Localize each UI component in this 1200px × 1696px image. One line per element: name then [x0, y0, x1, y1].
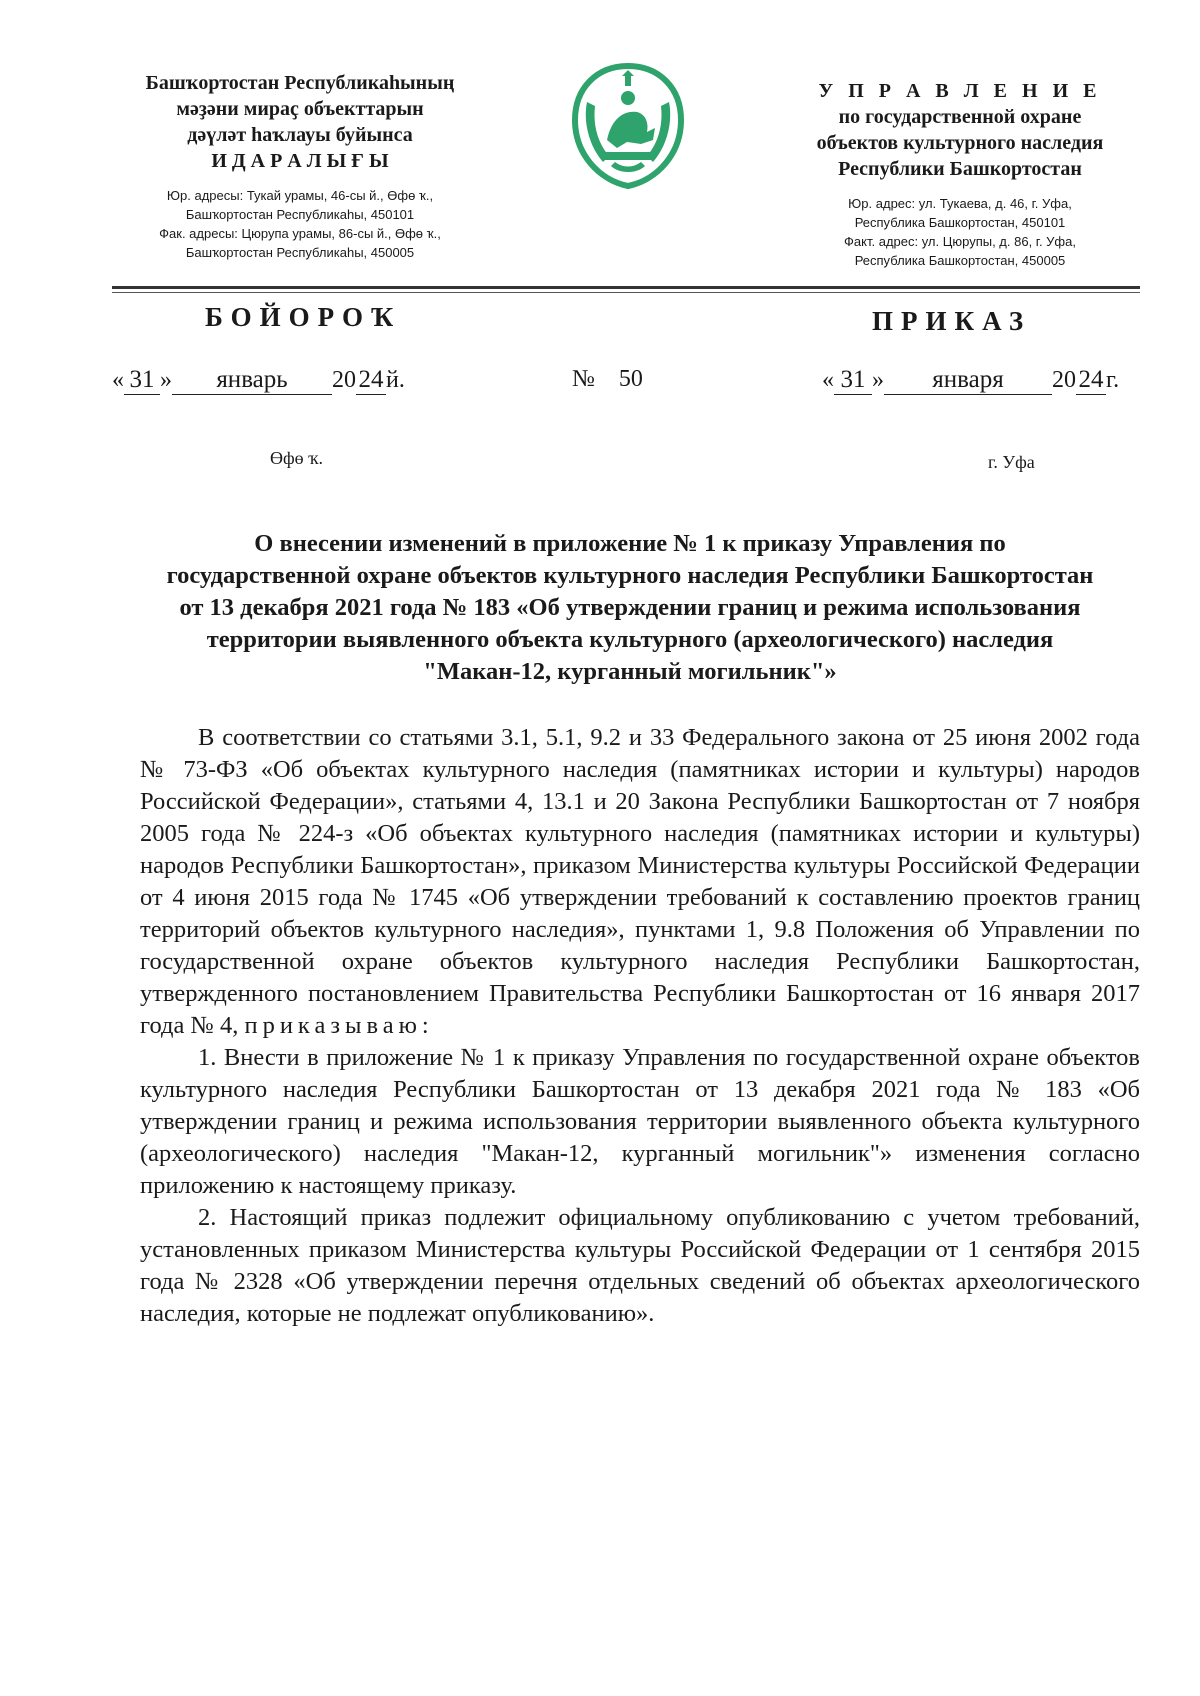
- doc-type-left: БОЙОРОҠ: [205, 302, 402, 332]
- preamble-paragraph: [140, 722, 1140, 1042]
- date-day: 31: [124, 366, 160, 395]
- date-year-suffix: 24: [1076, 366, 1106, 395]
- header-divider-thick: [112, 286, 1140, 289]
- address-line: Башҡортостан Республикаһы, 450005: [185, 245, 415, 260]
- address-line: Республика Башкортостан, 450005: [854, 253, 1066, 268]
- date-month: январь: [172, 366, 332, 395]
- date-year-mark: г.: [1106, 367, 1120, 393]
- org-name-line: И Д А Р А Л Ы Ғ Ы: [211, 150, 389, 172]
- address-block: [770, 194, 1150, 270]
- org-name-line: дәүләт һаҡлауы буйынса: [187, 124, 413, 146]
- org-name-line: У П Р А В Л Е Н И Е: [818, 80, 1102, 102]
- address-line: Юр. адресы: Тукай урамы, 46-сы й., Өфө ҡ.,: [166, 188, 434, 203]
- document-title: О внесении изменений в приложение № 1 к приказу Управления по государственной охране объектов культурного наследия Республики Башкортостан от 13 декабря 2021 года № 183 «Об утверждении границ и режима использования территории выявленного объекта культурного (археологического) наследия "Макан-12, курганный могильник"»: [166, 530, 1094, 685]
- org-name-line: по государственной охране: [838, 106, 1082, 128]
- quote-open: «: [822, 367, 834, 393]
- address-line: Фак. адресы: Цюрупа урамы, 86-сы й., Өфө ҡ.,: [159, 226, 441, 241]
- date-year-prefix: 20: [1052, 367, 1076, 393]
- city-right: г. Уфа: [988, 452, 1035, 472]
- directive-word: приказываю:: [244, 1012, 434, 1039]
- date-year-prefix: 20: [332, 367, 356, 393]
- date-day: 31: [834, 366, 872, 395]
- org-name-line: мәҙәни мираҫ объекттарын: [176, 98, 424, 120]
- header-divider-thin: [112, 292, 1140, 293]
- header-right-block: [770, 78, 1150, 270]
- header-left-block: [110, 70, 490, 262]
- address-line: Республика Башкортостан, 450101: [854, 215, 1066, 230]
- quote-close: »: [160, 367, 172, 393]
- address-block: [110, 186, 490, 262]
- document-body: [140, 722, 1140, 1330]
- doc-type-right: ПРИКАЗ: [872, 306, 1032, 336]
- address-line: Юр. адрес: ул. Тукаева, д. 46, г. Уфа,: [848, 196, 1072, 211]
- order-number: [572, 366, 643, 393]
- quote-open: «: [112, 367, 124, 393]
- date-month: января: [884, 366, 1052, 395]
- org-name-line: Башҡортостан Республикаһының: [145, 72, 455, 94]
- city-left: Өфө ҡ.: [270, 448, 323, 468]
- quote-close: »: [872, 367, 884, 393]
- date-year-suffix: 24: [356, 366, 386, 395]
- address-line: Башҡортостан Республикаһы, 450101: [185, 207, 415, 222]
- preamble-text: В соответствии со статьями 3.1, 5.1, 9.2 и 33 Федерального закона от 25 июня 2002 года № 73-ФЗ «Об объектах культурного наследия (памятниках истории и культуры) народов Российской Федерации», статьями 4, 13.1 и 20 Закона Республики Башкортостан от 7 ноября 2005 года № 224-з «Об объектах культурного наследия (памятниках истории и культуры) народов Республики Башкортостан», приказом Министерства культуры Российской Федерации от 4 июня 2015 года № 1745 «Об утверждении требований к составлению проектов границ территорий объектов культурного наследия», пунктами 1, 9.8 Положения об Управлении по государственной охране объектов культурного наследия Республики Башкортостан, утвержденного постановлением Правительства Республики Башкортостан от 16 января 2017 года № 4,: [140, 724, 1140, 1039]
- date-left: [112, 366, 405, 395]
- date-right: [822, 366, 1119, 395]
- org-name-line: объектов культурного наследия: [816, 132, 1104, 154]
- number-value: 50: [618, 366, 643, 392]
- address-line: Факт. адрес: ул. Цюрупы, д. 86, г. Уфа,: [844, 234, 1076, 249]
- number-label: №: [572, 366, 595, 392]
- item-1-paragraph: 1. Внести в приложение № 1 к приказу Управления по государственной охране объектов культурного наследия Республики Башкортостан от 13 декабря 2021 года № 183 «Об утверждении границ и режима использования территории выявленного объекта культурного (археологического) наследия "Макан-12, курганный могильник"» изменения согласно приложению к настоящему приказу.: [140, 1044, 1140, 1199]
- org-name-line: Республики Башкортостан: [838, 158, 1082, 180]
- coat-of-arms-emblem: [567, 62, 689, 190]
- date-year-mark: й.: [386, 367, 405, 393]
- item-2-paragraph: 2. Настоящий приказ подлежит официальному опубликованию с учетом требований, установленных приказом Министерства культуры Российской Федерации от 1 сентября 2015 года № 2328 «Об утверждении перечня отдельных сведений об объектах археологического наследия, которые не подлежат опубликованию».: [140, 1204, 1140, 1327]
